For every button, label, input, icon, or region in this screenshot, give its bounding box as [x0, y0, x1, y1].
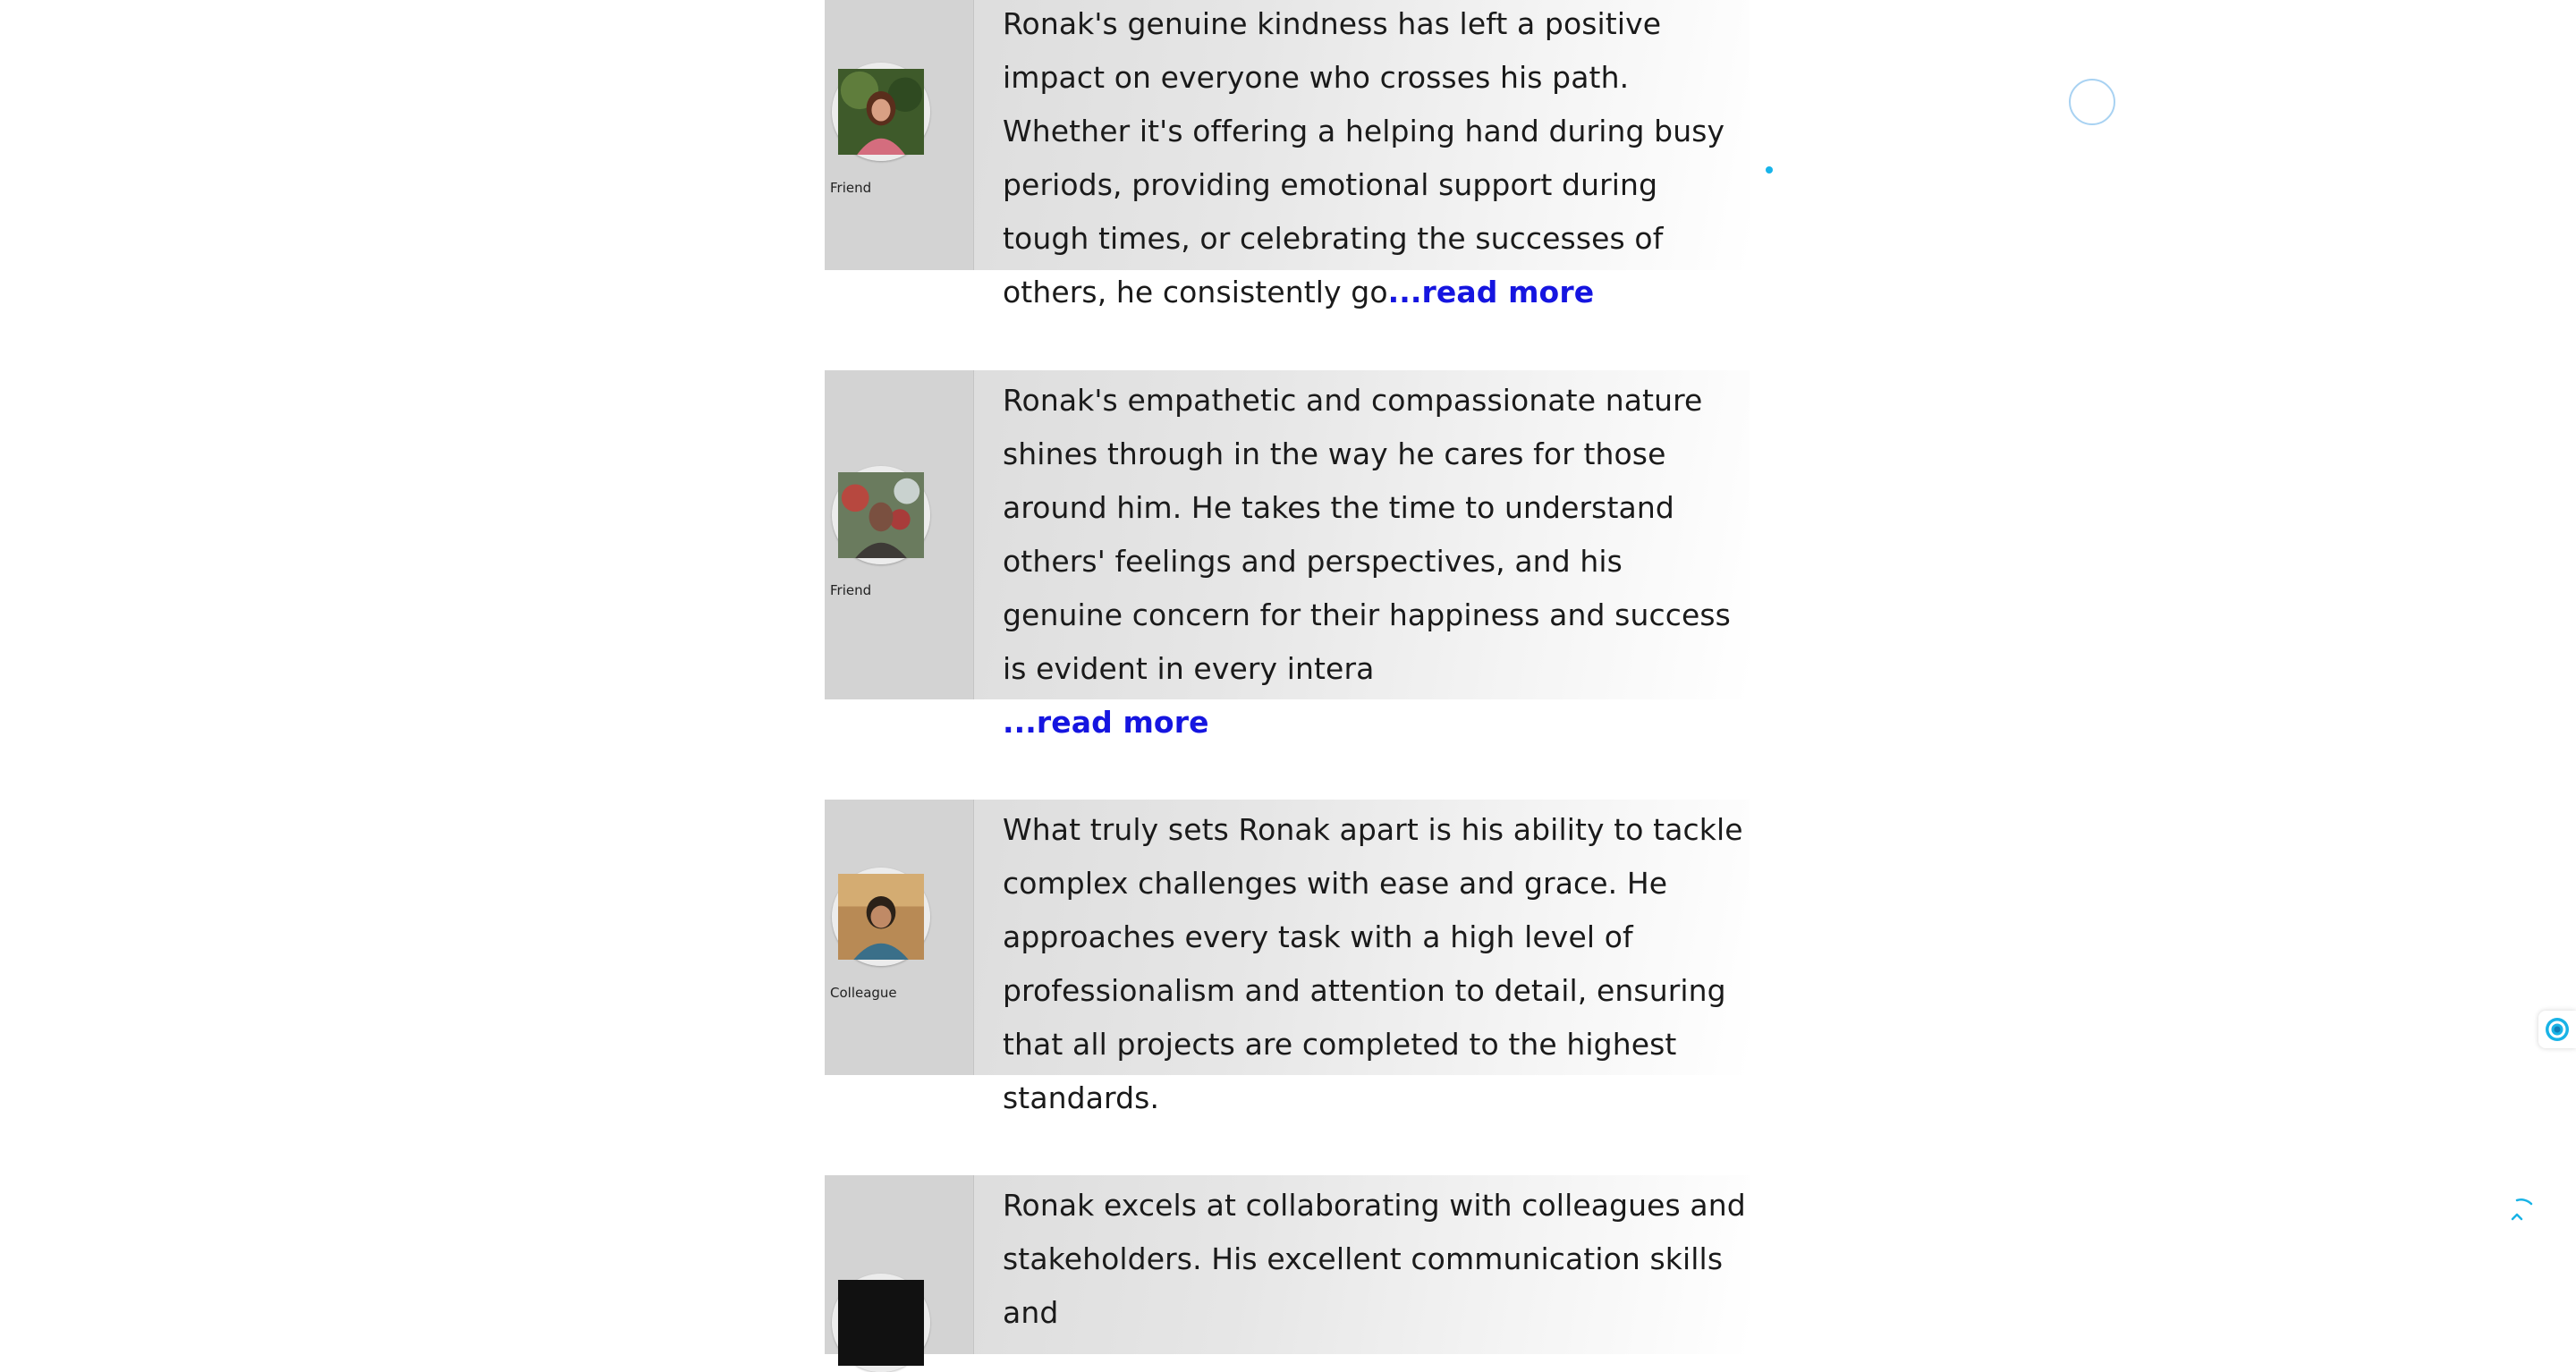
- chat-widget-button[interactable]: [2538, 1011, 2576, 1048]
- avatar-photo: [838, 472, 924, 558]
- testimonial-body: Ronak's empathetic and compassionate nature shines through in the way he cares for those around him. He takes the time to understand others' feelings and perspectives, and his genuine concern for their happiness and success is evident in every intera: [1003, 383, 1731, 686]
- testimonial-text: [974, 1175, 1750, 1354]
- testimonial-card: [825, 800, 1750, 1115]
- avatar: [832, 868, 930, 966]
- avatar: [832, 63, 930, 161]
- testimonial-role: Friend: [830, 180, 872, 196]
- avatar: [832, 1274, 930, 1372]
- testimonial-card: [825, 0, 1750, 309]
- avatar: [832, 466, 930, 564]
- testimonial-author: [825, 0, 974, 270]
- testimonial-body: Ronak excels at collaborating with colleagues and stakeholders. His excellent communication skills and: [1003, 1188, 1746, 1330]
- testimonial-card: [825, 1175, 1750, 1354]
- cursor-ring: [2069, 79, 2115, 125]
- read-more-link[interactable]: ...read more: [1387, 275, 1595, 309]
- cursor-dot: [1766, 166, 1773, 174]
- avatar-photo: [838, 874, 924, 960]
- chat-bubble-icon: [2544, 1016, 2571, 1043]
- testimonial-body: Ronak's genuine kindness has left a positive impact on everyone who crosses his path. Whether it's offering a helping hand during busy periods, providing emotional support during tough times, or celebrating the successes of others, he consistently go: [1003, 6, 1725, 309]
- testimonial-card: [825, 370, 1750, 740]
- testimonial-author: [825, 1175, 974, 1354]
- testimonial-text: [974, 370, 1750, 740]
- testimonial-text: [974, 800, 1750, 1115]
- testimonial-author: [825, 800, 974, 1075]
- testimonial-author: [825, 370, 974, 699]
- avatar-photo: [838, 1280, 924, 1366]
- testimonial-body: What truly sets Ronak apart is his ability to tackle complex challenges with ease and grace. He approaches every task with a high level of professionalism and attention to detail, ensuring that all projects are completed to the highest standards.: [1003, 812, 1743, 1115]
- chevron-up-icon: [2497, 1193, 2538, 1234]
- read-more-link[interactable]: ...read more: [1003, 705, 1209, 740]
- testimonial-role: Colleague: [830, 985, 897, 1001]
- scroll-to-top-button[interactable]: [2497, 1193, 2538, 1234]
- avatar-photo: [838, 69, 924, 155]
- testimonial-text: [974, 0, 1750, 309]
- testimonial-role: Friend: [830, 582, 872, 598]
